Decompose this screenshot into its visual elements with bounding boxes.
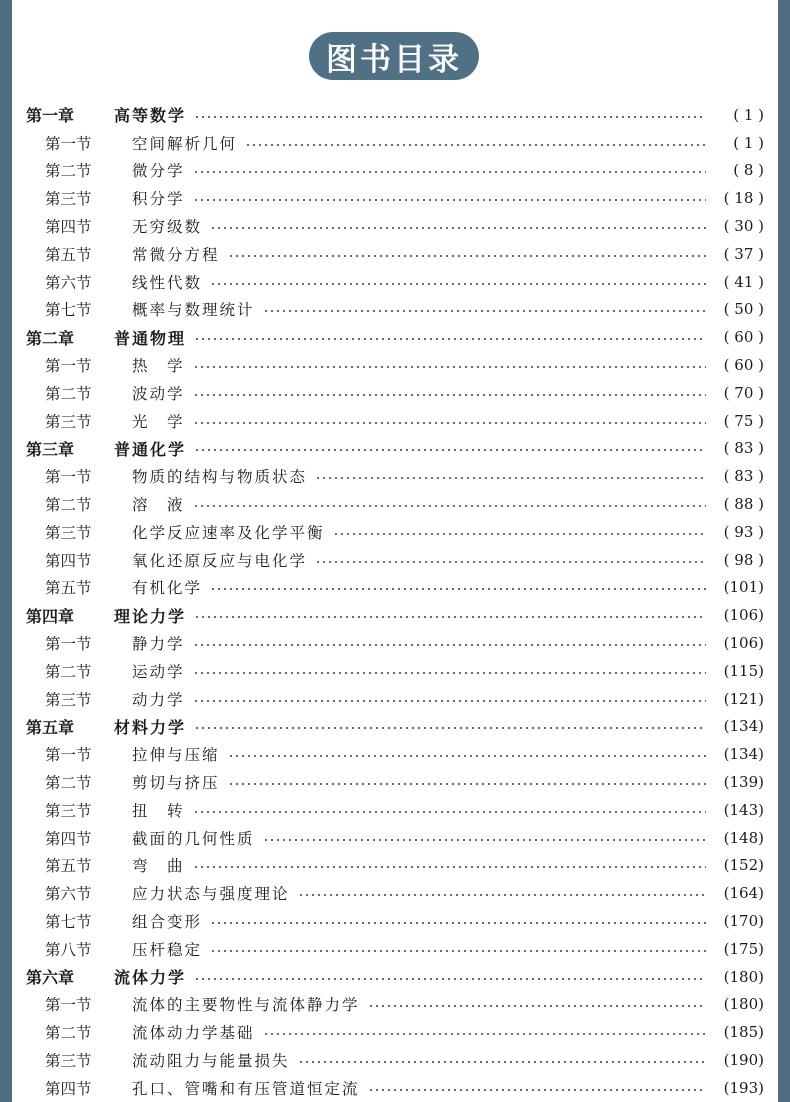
toc-section-row (12, 991, 778, 1019)
toc-entry-title: 剪切与挤压 (132, 774, 220, 793)
toc-section-row (12, 574, 778, 602)
dot-leader (193, 866, 706, 868)
toc-page-number: ( 88 ) (723, 495, 764, 514)
toc-page-number: ( 37 ) (723, 244, 764, 263)
toc-entry-number: 第二章 (26, 328, 75, 348)
toc-entry-number: 第三节 (45, 690, 92, 709)
toc-page-number: ( 60 ) (723, 356, 764, 375)
toc-page-number: (106) (723, 606, 764, 625)
dot-leader (368, 1089, 706, 1091)
toc-entry-title: 静力学 (132, 635, 185, 654)
dot-leader (245, 144, 706, 146)
toc-entry-number: 第六节 (45, 885, 92, 904)
toc-entry-number: 第二节 (45, 384, 92, 403)
toc-page-number: (148) (723, 828, 764, 847)
dot-leader (263, 310, 706, 312)
dot-leader (298, 1061, 706, 1063)
toc-section-row (12, 518, 778, 546)
dot-leader (315, 561, 706, 563)
dot-leader (193, 505, 706, 507)
toc-page-number: ( 1 ) (733, 133, 764, 152)
dot-leader (298, 894, 706, 896)
toc-page-number: ( 98 ) (723, 550, 764, 569)
toc-section-row (12, 1018, 778, 1046)
toc-section-row (12, 879, 778, 907)
toc-page-number: ( 93 ) (723, 522, 764, 541)
toc-section-row (12, 379, 778, 407)
document-page (12, 0, 778, 1102)
toc-entry-title: 截面的几何性质 (132, 829, 255, 848)
dot-leader (193, 700, 706, 702)
toc-page-number: (115) (723, 661, 764, 680)
toc-entry-title: 光 学 (132, 412, 185, 431)
toc-entry-number: 第四节 (45, 1079, 92, 1098)
toc-entry-title: 线性代数 (132, 273, 203, 292)
dot-leader (194, 338, 706, 340)
toc-chapter-row (12, 323, 778, 351)
toc-chapter-row (12, 435, 778, 463)
toc-section-row (12, 935, 778, 963)
toc-section-row (12, 296, 778, 324)
dot-leader (193, 672, 706, 674)
toc-entry-number: 第四节 (45, 829, 92, 848)
toc-section-row (12, 796, 778, 824)
toc-entry-title: 运动学 (132, 662, 185, 681)
toc-entry-title: 溶 液 (132, 496, 185, 515)
toc-entry-number: 第一节 (45, 635, 92, 654)
toc-page-number: ( 60 ) (723, 328, 764, 347)
toc-entry-number: 第五章 (26, 717, 75, 737)
toc-section-row (12, 157, 778, 185)
toc-chapter-row (12, 601, 778, 629)
toc-entry-title: 组合变形 (132, 913, 203, 931)
toc-entry-title: 流体动力学基础 (132, 1024, 255, 1043)
toc-section-row (12, 1074, 778, 1102)
dot-leader (193, 171, 706, 173)
dot-leader (228, 755, 706, 757)
toc-entry-title: 波动学 (132, 384, 185, 403)
toc-entry-number: 第二节 (45, 162, 92, 181)
toc-entry-number: 第三节 (45, 801, 92, 820)
toc-entry-number: 第七节 (45, 301, 92, 320)
toc-section-row (12, 268, 778, 296)
toc-entry-number: 第二节 (45, 662, 92, 681)
toc-entry-title: 常微分方程 (132, 245, 220, 264)
toc-page-number: ( 83 ) (723, 439, 764, 458)
toc-section-row (12, 351, 778, 379)
toc-entry-title: 微分学 (132, 162, 185, 181)
toc-page-number: ( 41 ) (723, 272, 764, 291)
toc-entry-number: 第一节 (45, 357, 92, 376)
toc-entry-number: 第六章 (26, 968, 75, 988)
toc-entry-title: 无穷级数 (132, 218, 203, 237)
dot-leader (194, 978, 706, 980)
toc-entry-number: 第二节 (45, 496, 92, 515)
toc-page-number: (190) (723, 1050, 764, 1069)
dot-leader (210, 922, 706, 924)
toc-entry-number: 第一节 (45, 996, 92, 1015)
toc-entry-number: 第三章 (26, 439, 75, 459)
toc-entry-number: 第八节 (45, 940, 92, 959)
toc-chapter-row (12, 713, 778, 741)
toc-entry-number: 第五节 (45, 245, 92, 264)
toc-entry-number: 第二节 (45, 1024, 92, 1043)
dot-leader (210, 950, 706, 952)
toc-entry-title: 流体力学 (114, 968, 187, 988)
toc-entry-title: 积分学 (132, 190, 185, 209)
toc-entry-number: 第一节 (45, 468, 92, 487)
toc-entry-number: 第一节 (45, 746, 92, 765)
toc-entry-title: 普通化学 (114, 439, 187, 459)
toc-section-row (12, 852, 778, 880)
toc-page-number: ( 83 ) (723, 467, 764, 486)
toc-page-number: (185) (723, 1023, 764, 1042)
toc-entry-title: 化学反应速率及化学平衡 (132, 523, 325, 542)
toc-entry-number: 第五节 (45, 857, 92, 876)
toc-entry-number: 第四章 (26, 606, 75, 626)
toc-page-number: (170) (723, 912, 764, 930)
dot-leader (228, 255, 706, 257)
toc-section-row (12, 1046, 778, 1074)
toc-page-number: (175) (723, 939, 764, 958)
toc-entry-title: 热 学 (132, 357, 185, 376)
toc-page-number: (101) (723, 578, 764, 597)
toc-entry-title: 高等数学 (114, 106, 187, 126)
toc-entry-title: 拉伸与压缩 (132, 746, 220, 765)
toc-entry-title: 空间解析几何 (132, 134, 238, 153)
dot-leader (193, 422, 706, 424)
toc-page-number: ( 30 ) (723, 217, 764, 236)
toc-section-row (12, 546, 778, 574)
dot-leader (193, 811, 706, 813)
dot-leader (315, 477, 706, 479)
toc-entry-number: 第六节 (45, 273, 92, 292)
toc-section-row (12, 184, 778, 212)
toc-section-row (12, 212, 778, 240)
toc-entry-title: 流体的主要物性与流体静力学 (132, 996, 360, 1015)
dot-leader (210, 588, 706, 590)
dot-leader (228, 783, 706, 785)
toc-entry-number: 第四节 (45, 218, 92, 237)
toc-chapter-row (12, 963, 778, 991)
toc-entry-title: 压杆稳定 (132, 940, 203, 959)
toc-entry-title: 普通物理 (114, 328, 187, 348)
toc-page-number: (134) (723, 745, 764, 764)
toc-entry-title: 理论力学 (114, 606, 187, 626)
dot-leader (193, 199, 706, 201)
toc-page-number: (134) (723, 717, 764, 736)
toc-page-number: ( 50 ) (723, 300, 764, 319)
toc-page-number: ( 8 ) (733, 161, 764, 180)
toc-entry-title: 材料力学 (114, 717, 187, 737)
toc-entry-title: 氧化还原反应与电化学 (132, 551, 308, 570)
toc-page-number: ( 75 ) (723, 411, 764, 430)
toc-entry-number: 第一章 (26, 106, 75, 126)
toc-section-row (12, 824, 778, 852)
dot-leader (263, 1033, 706, 1035)
toc-entry-number: 第二节 (45, 774, 92, 793)
toc-section-row (12, 629, 778, 657)
toc-entry-title: 有机化学 (132, 579, 203, 598)
toc-entry-number: 第三节 (45, 523, 92, 542)
toc-section-row (12, 129, 778, 157)
toc-entry-title: 扭 转 (132, 801, 185, 820)
toc-entry-title: 概率与数理统计 (132, 301, 255, 320)
dot-leader (263, 839, 706, 841)
toc-page-number: (180) (723, 967, 764, 986)
dot-leader (194, 616, 706, 618)
dot-leader (194, 727, 706, 729)
dot-leader (368, 1005, 706, 1007)
toc-entry-number: 第四节 (45, 551, 92, 570)
dot-leader (193, 394, 706, 396)
toc-entry-number: 第七节 (45, 913, 92, 931)
dot-leader (194, 116, 706, 118)
dot-leader (333, 533, 706, 535)
toc-section-row (12, 462, 778, 490)
toc-section-row (12, 740, 778, 768)
toc-page-number: (193) (723, 1078, 764, 1097)
toc-page-number: (180) (723, 995, 764, 1014)
toc-entry-title: 孔口、管嘴和有压管道恒定流 (132, 1079, 360, 1098)
dot-leader (193, 366, 706, 368)
dot-leader (194, 449, 706, 451)
toc-section-row (12, 685, 778, 713)
toc-page-number: (164) (723, 884, 764, 903)
toc-entry-number: 第三节 (45, 1051, 92, 1070)
toc-page-number: (152) (723, 856, 764, 875)
toc-section-row (12, 240, 778, 268)
toc-page-number: (143) (723, 800, 764, 819)
table-of-contents (12, 101, 778, 1102)
toc-page-number: (121) (723, 689, 764, 708)
toc-entry-number: 第三节 (45, 412, 92, 431)
toc-section-row (12, 657, 778, 685)
toc-entry-number: 第三节 (45, 190, 92, 209)
toc-section-row (12, 907, 778, 935)
dot-leader (210, 227, 706, 229)
toc-entry-title: 应力状态与强度理论 (132, 885, 290, 904)
page-title: 图书目录 (309, 32, 479, 80)
toc-entry-title: 物质的结构与物质状态 (132, 468, 308, 487)
toc-section-row (12, 490, 778, 518)
toc-page-number: ( 70 ) (723, 383, 764, 402)
toc-page-number: (139) (723, 773, 764, 792)
toc-entry-number: 第五节 (45, 579, 92, 598)
toc-chapter-row (12, 101, 778, 129)
toc-page-number: ( 18 ) (723, 189, 764, 208)
dot-leader (193, 644, 706, 646)
toc-entry-number: 第一节 (45, 134, 92, 153)
toc-entry-title: 弯 曲 (132, 857, 185, 876)
toc-page-number: (106) (723, 634, 764, 653)
dot-leader (210, 283, 706, 285)
toc-section-row (12, 768, 778, 796)
toc-entry-title: 流动阻力与能量损失 (132, 1051, 290, 1070)
toc-section-row (12, 407, 778, 435)
toc-page-number: ( 1 ) (733, 105, 764, 124)
toc-entry-title: 动力学 (132, 690, 185, 709)
